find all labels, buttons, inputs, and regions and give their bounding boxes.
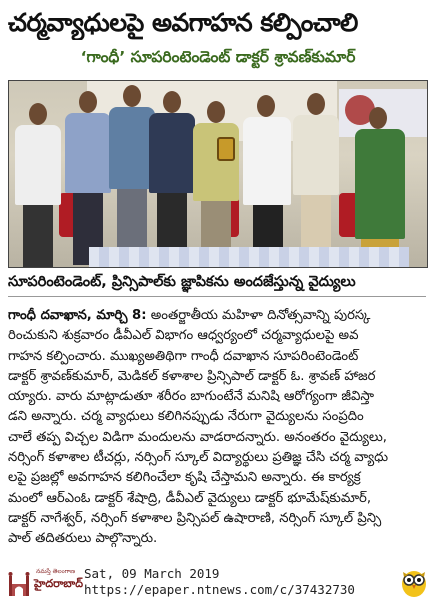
- dateline: గాంధీ దవాఖాన, మార్చి 8:: [8, 308, 147, 323]
- article-line: చాలే తప్ప విచ్చల విడిగా మందులను వాడరాదన్నారు. అనంతరం వైద్యులు,: [8, 429, 387, 445]
- footer-meta: [84, 566, 355, 598]
- article-line: డాక్టర్ నాగేశ్వర్, నర్సింగ్ కళాశాల ప్రిన్సిపల్ ఉషారాణి, నర్సింగ్ స్కూల్ ప్రిన్సి: [8, 510, 382, 526]
- issue-date: Sat, 09 March 2019: [84, 566, 220, 581]
- charminar-icon: [6, 568, 32, 598]
- news-photo: [8, 80, 428, 268]
- article-line: య్యారు. వారు మాట్లాడుతూ శరీరం బాగుంటేనే మనిషి ఆరోగ్యంగా జీవిస్తా: [8, 389, 374, 405]
- epaper-url[interactable]: https://epaper.ntnews.com/c/37432730: [84, 582, 355, 597]
- memento-plaque: [217, 137, 235, 161]
- article-line: రించుకుని శుక్రవారం డీవీఎల్ విభాగం ఆధ్వర్యంలో చర్మవ్యాధులపై అవ: [8, 328, 359, 344]
- logo-tagline: నమస్తే తెలంగాణ: [36, 568, 76, 575]
- article-line: గాహన కల్పించారు. ముఖ్యఅతిథిగా గాంధీ దవాఖాన సూపరింటెండెంట్: [8, 348, 359, 364]
- article-line: డాక్టర్ శ్రావణ్‌కుమార్, మెడికల్ కళాశాల ప్రిన్సిపాల్ డాక్టర్ ఓ. శ్రావణ్ హాజర: [8, 368, 376, 384]
- footer: [0, 566, 436, 600]
- divider: [8, 296, 426, 297]
- article-body: [8, 306, 426, 562]
- newspaper-logo: [6, 568, 83, 598]
- logo-city: హైదరాబాద్: [34, 577, 83, 590]
- article-line: మంలో ఆర్ఎంఓ డాక్టర్ శేషాద్రి, డీవీఎల్ వైద్యులు డాక్టర్ భూమేష్‌కుమార్,: [8, 490, 372, 506]
- photo-caption: సూపరింటెండెంట్, ప్రిన్సిపాల్‌కు జ్ఞాపికను అందజేస్తున్న వైద్యులు: [8, 274, 356, 290]
- article-line: పాల్ తదితరులు పాల్గొన్నారు.: [8, 531, 158, 547]
- article-line: నర్సింగ్ కళాశాల టీచర్లు, నర్సింగ్ స్కూల్ విద్యార్థులు ప్రతిజ్ఞ చేసి చర్మ వ్యాధు: [8, 450, 389, 466]
- photo-table: [89, 247, 409, 267]
- article-text: అంతర్జాతీయ మహిళా దినోత్సవాన్ని పురస్క: [150, 308, 371, 323]
- article-line: [8, 306, 426, 326]
- headline: చర్మవ్యాధులపై అవగాహన కల్పించాలి: [8, 8, 358, 37]
- article-line: లపై ప్రజల్లో అవగాహన కలిగించేలా కృషి చేస్తామని అన్నారు. ఈ కార్యక్ర: [8, 470, 361, 486]
- article-line: డని అన్నారు. చర్మ వ్యాధులు కలిగినప్పుడు నేరుగా వైద్యులను సంప్రదిం: [8, 409, 364, 425]
- subheadline: ‘గాంధీ’ సూపరింటెండెంట్ డాక్టర్ శ్రావణ్‌కుమార్: [80, 48, 356, 66]
- owl-icon: [400, 566, 428, 598]
